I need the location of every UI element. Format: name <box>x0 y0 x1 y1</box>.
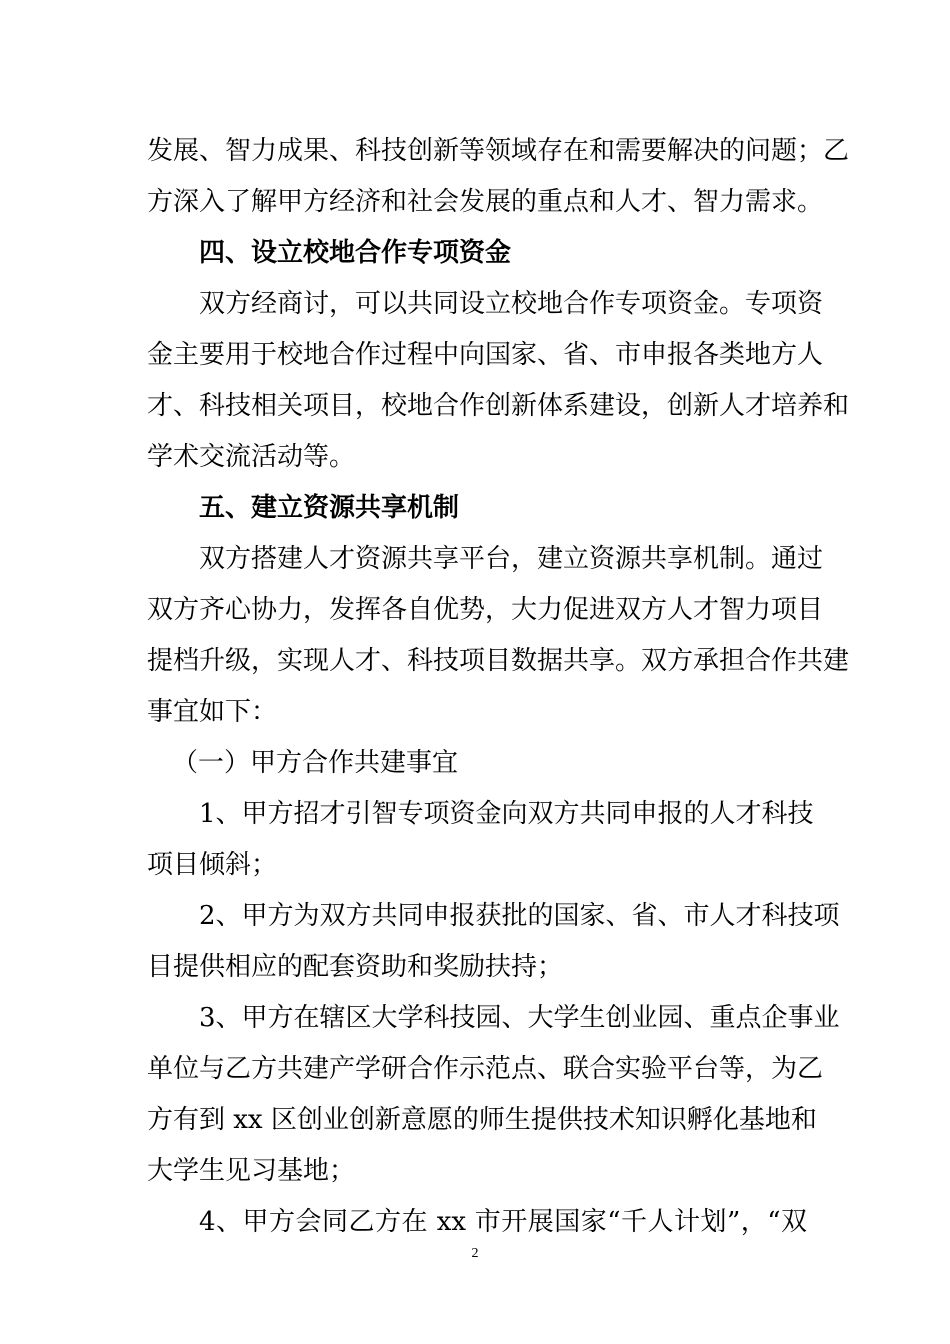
body-text-line: 单位与乙方共建产学研合作示范点、联合实验平台等，为乙 <box>147 1054 824 1084</box>
body-text-line: 学术交流活动等。 <box>147 442 356 472</box>
body-text-line: 事宜如下： <box>147 697 278 727</box>
body-text-line: 大学生见习基地； <box>147 1156 356 1186</box>
body-text-line: 金主要用于校地合作过程中向国家、省、市申报各类地方人 <box>147 340 824 370</box>
subsection-heading: （一）甲方合作共建事宜 <box>172 748 459 778</box>
body-text-line: 目提供相应的配套资助和奖励扶持； <box>147 952 564 982</box>
body-text-line: 方深入了解甲方经济和社会发展的重点和人才、智力需求。 <box>147 187 824 217</box>
section-heading-4: 四、设立校地合作专项资金 <box>199 238 512 268</box>
page-number: 2 <box>471 1246 479 1261</box>
list-item-4: 4、甲方会同乙方在 xx 市开展国家“千人计划”，“双 <box>199 1207 807 1237</box>
list-item-2: 2、甲方为双方共同申报获批的国家、省、市人才科技项 <box>199 901 840 931</box>
paragraph-first-line: 双方经商讨，可以共同设立校地合作专项资金。专项资 <box>199 289 824 319</box>
body-text-line: 双方齐心协力，发挥各自优势，大力促进双方人才智力项目 <box>147 595 824 625</box>
body-text-line: 才、科技相关项目，校地合作创新体系建设，创新人才培养和 <box>147 391 850 421</box>
list-item-1: 1、甲方招才引智专项资金向双方共同申报的人才科技 <box>199 799 814 829</box>
body-text-line: 方有到 xx 区创业创新意愿的师生提供技术知识孵化基地和 <box>147 1105 817 1135</box>
paragraph-first-line: 双方搭建人才资源共享平台，建立资源共享机制。通过 <box>199 544 824 574</box>
body-text-line: 发展、智力成果、科技创新等领域存在和需要解决的问题；乙 <box>147 136 850 166</box>
body-text-line: 提档升级，实现人才、科技项目数据共享。双方承担合作共建 <box>147 646 850 676</box>
section-heading-5: 五、建立资源共享机制 <box>199 493 460 523</box>
list-item-3: 3、甲方在辖区大学科技园、大学生创业园、重点企事业 <box>199 1003 840 1033</box>
body-text-line: 项目倾斜； <box>147 850 278 880</box>
